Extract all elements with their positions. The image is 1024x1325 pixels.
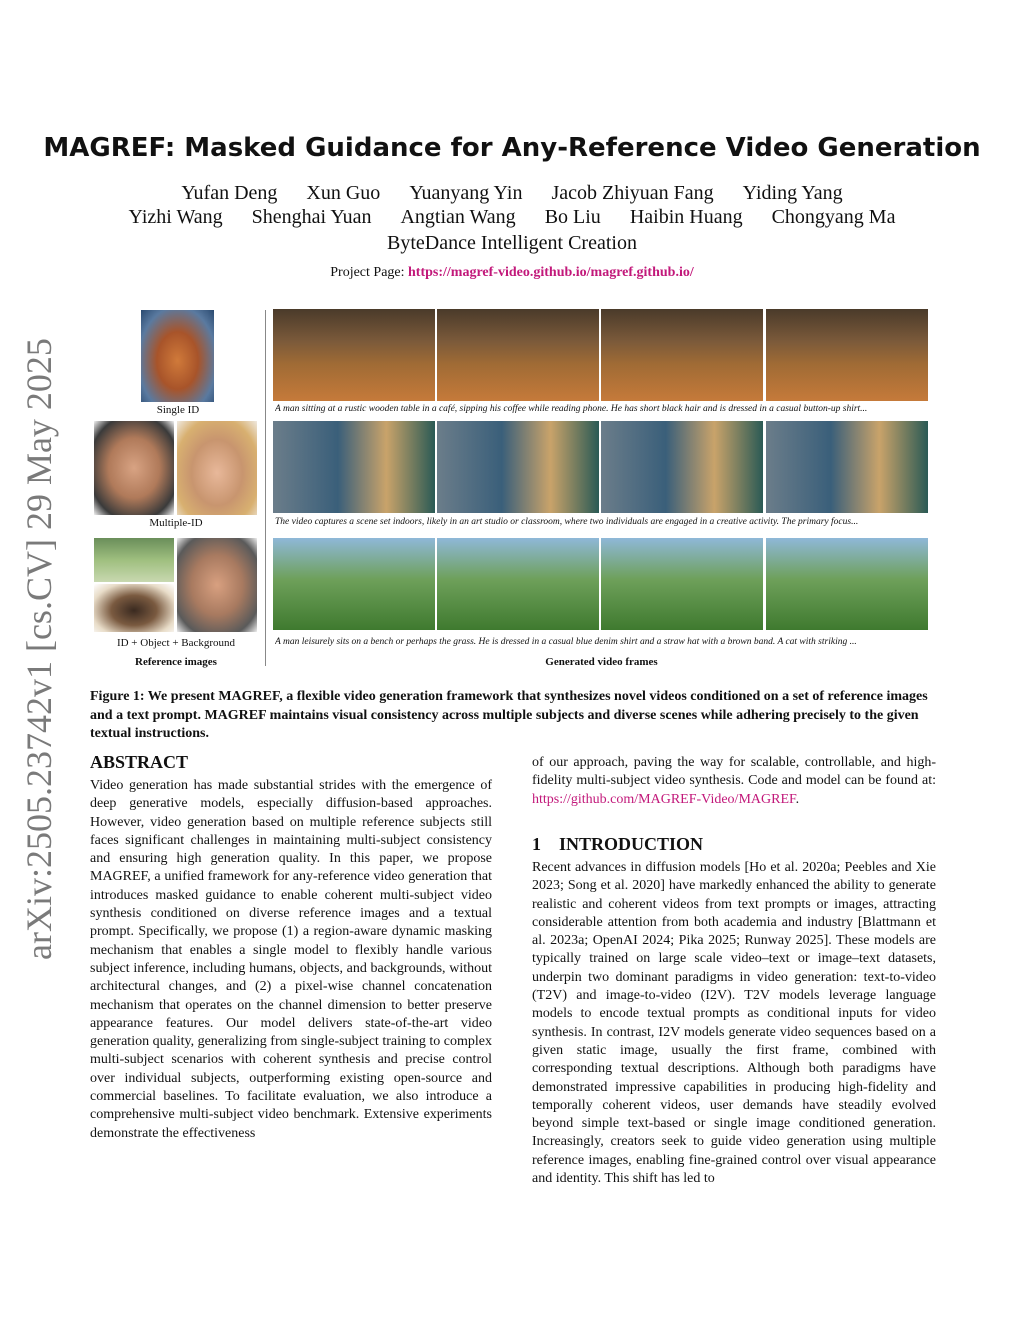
abstract-heading: ABSTRACT	[90, 752, 189, 772]
introduction-text: Recent advances in diffusion models [Ho et al. 2020a; Peebles and Xie 2023; Song et al. 2020] have markedly enhanced the ability to generate realistic and coherent videos from text prompts or images, attracting considerable attention from both academia and industry [Blattmann et al. 2023a; OpenAI 2024; Pika 2025; Runway 2025]. These models are typically trained on large scale video–text or image–text datasets, underpin two dominant paradigms in video generation: text-to-video (T2V) and image-to-video (I2V). T2V models leverage language models to encode textual prompts as conditional inputs for video synthesis. In contrast, I2V models generate video sequences based on a given static image, usually the first frame, combined with corresponding textual descriptions. Although both paradigms have demonstrated impressive capabilities in producing high-fidelity and temporally coherent videos, user demands have steadily evolved beyond simple text-based or single image conditioned generation. Increasingly, creators seek to guide video generation using multiple reference images, enabling fine-grained control over visual appearance and identity. This shift has led to	[532, 860, 936, 1187]
generated-frame	[766, 538, 928, 630]
reference-images-label: Reference images	[135, 656, 217, 668]
generated-frame	[601, 309, 763, 401]
introduction-heading: 1 INTRODUCTION	[532, 834, 704, 854]
generated-frames-label: Generated video frames	[545, 656, 658, 668]
ref-label-single-id: Single ID	[156, 404, 200, 416]
reference-image-background	[94, 538, 174, 582]
figure-caption: Figure 1: We present MAGREF, a flexible video generation framework that synthesizes novel videos conditioned on a set of reference images and a text prompt. MAGREF maintains visual consistency across multiple subjects and diverse scenes while adhering precisely to the given textual instructions.	[90, 689, 928, 741]
abstract-text: Video generation has made substantial strides with the emergence of deep generative models, especially diffusion-based approaches. However, video generation based on multiple reference subjects still faces significant challenges in maintaining multi-subject consistency and ensuring high generation quality. In this paper, we propose MAGREF, a unified framework for any-reference video generation that introduces masked guidance to enable coherent multi-subject video synthesis conditioned on diverse reference images and a textual prompt. Specifically, we propose (1) a region-aware dynamic masking mechanism that enables a single model to flexibly handle various subject inference, including humans, objects, and backgrounds, without architectural changes, and (2) a pixel-wise channel concatenation mechanism that operates on the channel dimension to better preserve appearance features. Our model delivers state-of-the-art video generation quality, generalizing from single-subject training to complex multi-subject scenarios with coherent synthesis and precise control over individual subjects, outperforming existing open-source and commercial baselines. To facilitate evaluation, we also introduce a comprehensive multi-subject video benchmark. Extensive experiments demonstrate the effectiveness	[90, 778, 492, 1141]
reference-image-van-gogh	[141, 310, 214, 402]
arxiv-stamp: arXiv:2505.23742v1 [cs.CV] 29 May 2025	[19, 338, 59, 960]
reference-image-man	[94, 421, 174, 515]
author-name: Yuanyang Yin	[409, 182, 523, 204]
generated-frame	[273, 538, 435, 630]
reference-image-cat	[94, 584, 174, 632]
author-name: Bo Liu	[544, 206, 601, 228]
paper-title: MAGREF: Masked Guidance for Any-Reference Video Generation	[43, 133, 981, 163]
generated-frame	[273, 421, 435, 513]
author-name: Jacob Zhiyuan Fang	[551, 182, 714, 204]
authors-row-2	[0, 206, 1024, 229]
figure-divider	[265, 310, 266, 666]
code-link-suffix: .	[795, 791, 800, 807]
author-name: Haibin Huang	[629, 206, 743, 228]
generated-frame	[437, 309, 599, 401]
row-caption-2: The video captures a scene set indoors, likely in an art studio or classroom, where two individuals are engaged in a creative activity. The primary focus...	[275, 517, 859, 527]
author-name: Yufan Deng	[181, 182, 278, 204]
author-name: Shenghai Yuan	[251, 206, 372, 228]
project-page-label: Project Page:	[330, 265, 405, 280]
author-name: Yiding Yang	[742, 182, 843, 204]
row-caption-1: A man sitting at a rustic wooden table in a café, sipping his coffee while reading phone. He has short black hair and is dressed in a casual button-up shirt...	[275, 404, 868, 414]
generated-frame	[273, 309, 435, 401]
reference-image-man-smiling	[177, 538, 257, 632]
affiliation: ByteDance Intelligent Creation	[387, 232, 637, 254]
generated-frame	[601, 421, 763, 513]
ref-label-id-object-background: ID + Object + Background	[116, 637, 236, 649]
generated-frame	[437, 538, 599, 630]
reference-image-woman	[177, 421, 257, 515]
author-name: Angtian Wang	[400, 206, 516, 228]
row-caption-3: A man leisurely sits on a bench or perhaps the grass. He is dressed in a casual blue denim shirt and a straw hat with a brown band. A cat with striking ...	[275, 637, 857, 647]
author-name: Yizhi Wang	[128, 206, 223, 228]
generated-frame	[766, 421, 928, 513]
project-page-link[interactable]: https://magref-video.github.io/magref.github.io/	[408, 265, 694, 280]
generated-frame	[437, 421, 599, 513]
authors-row-1	[0, 182, 1024, 205]
abstract-continued-text: of our approach, paving the way for scalable, controllable, and high-fidelity multi-subject video synthesis. Code and model can be found at:	[532, 755, 936, 789]
project-page-line	[0, 265, 1024, 281]
abstract-continued	[532, 754, 936, 809]
author-name: Xun Guo	[306, 182, 381, 204]
generated-frame	[601, 538, 763, 630]
generated-frame	[766, 309, 928, 401]
code-link[interactable]: https://github.com/MAGREF-Video/MAGREF	[532, 791, 796, 807]
author-name: Chongyang Ma	[771, 206, 896, 228]
ref-label-multiple-id: Multiple-ID	[149, 517, 203, 529]
